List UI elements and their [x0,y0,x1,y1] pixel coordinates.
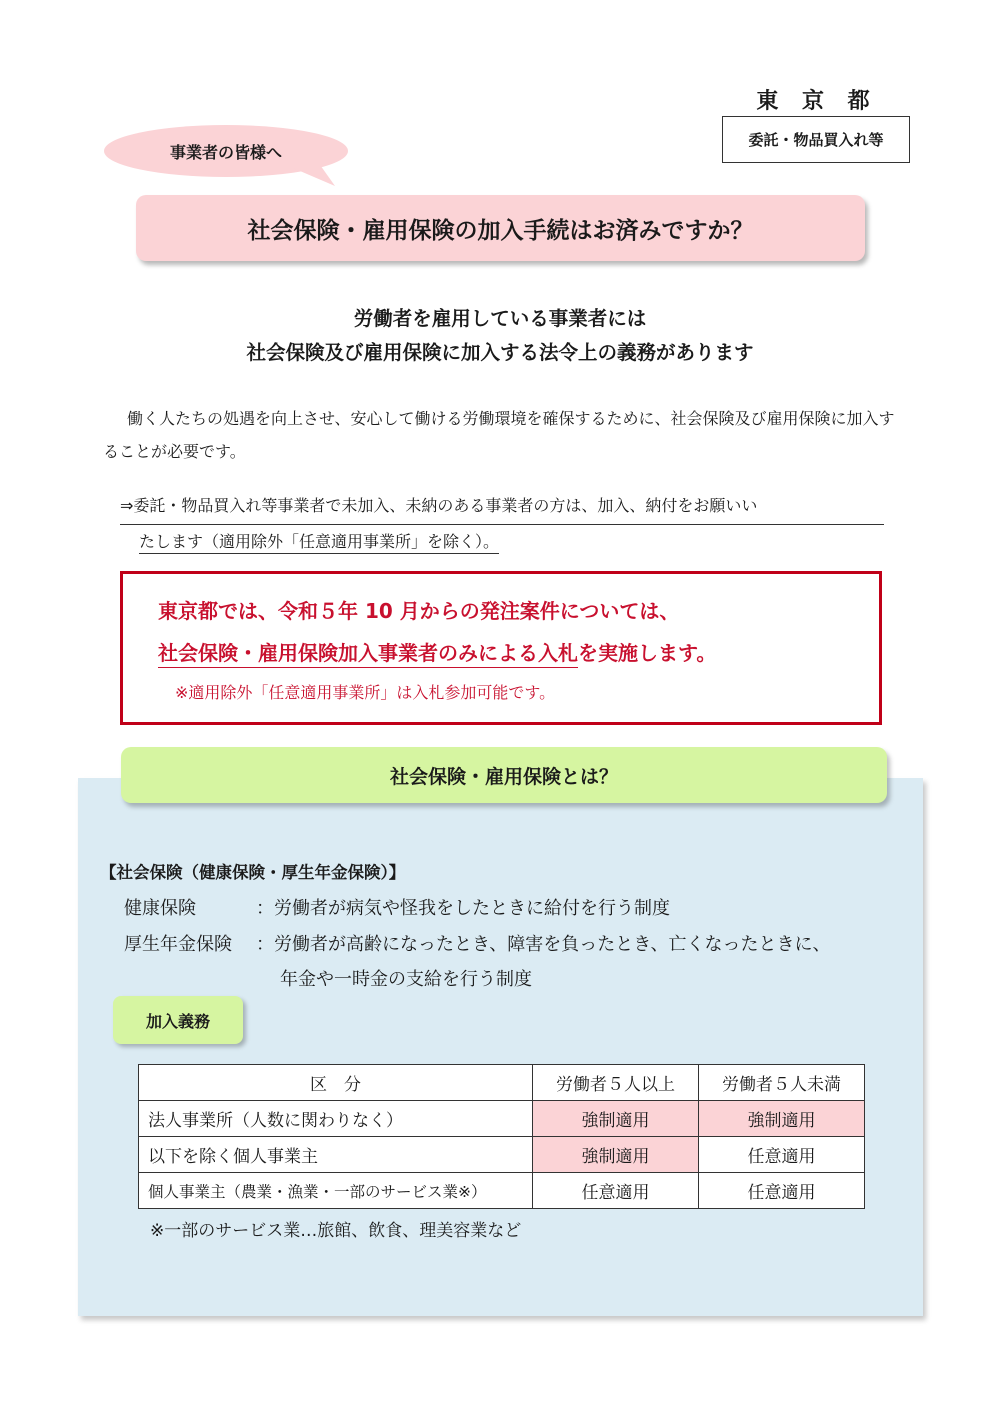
table-cell: 任意適用 [533,1173,699,1209]
section-title: 社会保険・雇用保険とは？ [121,747,887,803]
obligation-table [138,1064,865,1209]
table-row [139,1101,865,1137]
announcement-underlined: 社会保険・雇用保険加入事業者のみによる入札 [158,641,578,668]
announcement-line-1: 東京都では、令和５年 10 月からの発注案件については、 [158,599,680,623]
announcement-note: ※適用除外「任意適用事業所」は入札参加可能です。 [175,683,556,702]
definition-text-pension-cont: 年金や一時金の支給を行う制度 [280,969,532,990]
table-cell: 強制適用 [533,1101,699,1137]
table-cell-category: 法人事業所（人数に関わりなく） [139,1101,533,1137]
lead-line-1: 労働者を雇用している事業者には [353,307,647,330]
table-row [139,1137,865,1173]
definition-text-pension: ：労働者が高齢になったとき、障害を負ったとき、亡くなったときに、 [256,934,831,955]
table-header: 区 分 [139,1065,533,1101]
definition-text-health: ：労働者が病気や怪我をしたときに給付を行う制度 [256,898,670,919]
table-cell: 任意適用 [699,1137,865,1173]
bubble-text: 事業者の皆様へ [169,143,282,162]
table-header: 労働者５人未満 [699,1065,865,1101]
notice-line-2: たします（適用除外「任意適用事業所」を除く）。 [139,532,499,554]
issuer-name: 東 京 都 [756,89,878,114]
lead-line-2: 社会保険及び雇用保険に加入する法令上の義務があります [246,341,754,364]
table-header: 労働者５人以上 [533,1065,699,1101]
table-cell: 強制適用 [533,1137,699,1173]
notice-line-1: ⇒委託・物品買入れ等事業者で未加入、未納のある事業者の方は、加入、納付をお願いい [120,489,884,525]
notice-text [120,489,910,558]
announcement-rest: を実施します。 [578,641,717,665]
body-paragraph: 働く人たちの処遇を向上させ、安心して働ける労働環境を確保するために、社会保険及び雇用保険に加入することが必要です。 [103,409,895,461]
table-cell-category: 個人事業主（農業・漁業・一部のサービス業※） [139,1173,533,1209]
table-header-row [139,1065,865,1101]
social-insurance-heading: 【社会保険（健康保険・厚生年金保険）】 [100,863,406,882]
table-cell: 任意適用 [699,1173,865,1209]
table-cell: 強制適用 [699,1101,865,1137]
table-row [139,1173,865,1209]
page-title: 社会保険・雇用保険の加入手続はお済みですか？ [136,195,865,261]
lead-text [100,302,900,370]
table-footnote: ※一部のサービス業…旅館、飲食、理美容業など [150,1221,522,1241]
definition-term-pension: 厚生年金保険 [124,934,232,955]
announcement-line-2 [158,637,716,666]
definition-term-health: 健康保険 [124,898,196,919]
category-label: 委託・物品買入れ等 [722,116,910,163]
obligation-badge: 加入義務 [113,996,243,1044]
table-cell-category: 以下を除く個人事業主 [139,1137,533,1173]
